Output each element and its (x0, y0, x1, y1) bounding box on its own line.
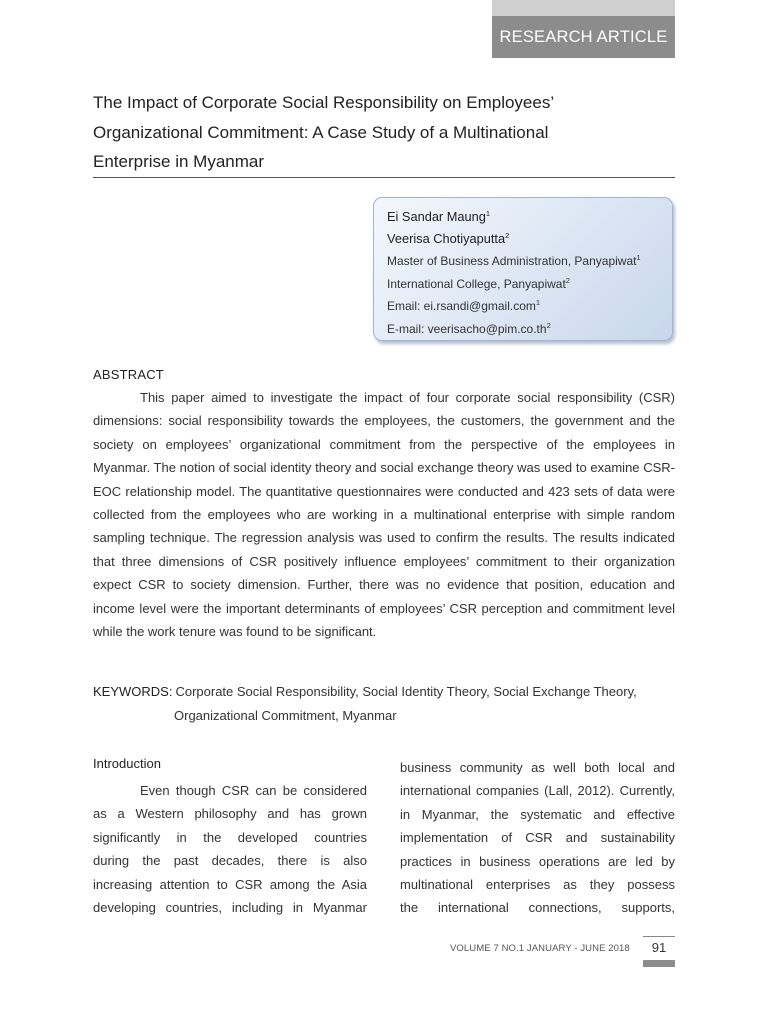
keywords-line: Corporate Social Responsibility, Social Identity Theory, Social Exchange Theory, (175, 684, 637, 699)
body-line: as a Western philosophy and has grown (93, 806, 367, 822)
journal-volume-footer: VOLUME 7 NO.1 JANUARY - JUNE 2018 (450, 943, 630, 954)
abstract-text: This paper aimed to investigate the impact of four corporate social responsibility (CSR) dimensions: social responsibility towards the employees, the customers, the government and the society on employees’ organizational commitment from the perspective of the employees in Myanmar. The notion of social identity theory and social exchange theory was used to examine CSR-EOC relationship model. The quantitative questionnaires were conducted and 423 sets of data were collected from the employees who are working in a multinational enterprise with simple random sampling technique. The regression analysis was used to confirm the results. The results indicated that three dimensions of CSR positively influence employees’ commitment to their organization expect CSR to society dimension. Further, there was no evidence that position, education and income level were the important determinants of employees’ CSR perception and commitment level while the work tenure was found to be significant. (93, 390, 675, 640)
title-line: Enterprise in Myanmar (93, 152, 265, 171)
body-line: business community as well both local and (400, 760, 675, 775)
author-email: E-mail: $veerisacho@pim.co.th^2$ (387, 320, 551, 336)
title-line: Organizational Commitment: A Case Study of a Multinational (93, 122, 549, 142)
page-number: 91 (643, 936, 675, 955)
introduction-heading: Introduction (93, 756, 161, 771)
author-name: Ei Sandar Maung$^1$ (387, 209, 491, 224)
body-line: multinational enterprises as they possess (400, 877, 675, 893)
title-divider (93, 177, 675, 178)
keywords (93, 680, 683, 728)
body-line: increasing attention to CSR among the Asia (93, 876, 367, 892)
author-email: Email: ei.rsandi@gmail.com$^1$ (387, 298, 541, 313)
affiliation-line: International College, Panyapiwat$^2$ (387, 275, 570, 291)
article-type-badge: RESEARCH ARTICLE (492, 16, 675, 58)
body-line: implementation of CSR and sustainability (400, 830, 675, 846)
body-line: Even though CSR can be considered (140, 783, 367, 798)
introduction-right-column (400, 756, 675, 920)
body-line: developing countries, including in Myanmar (93, 900, 367, 916)
body-line: the international connections, supports, (400, 900, 675, 916)
author-info-box (373, 197, 673, 341)
introduction-left-column (93, 779, 367, 919)
body-line: in Myanmar, the systematic and effective (400, 806, 675, 822)
body-line: practices in business operations are led by (400, 853, 675, 869)
paper-title (93, 88, 675, 177)
body-line: international companies (Lall, 2012). Currently, (400, 783, 675, 799)
author-name: Veerisa Chotiyaputta$^2$ (387, 231, 510, 246)
page-number-bar (643, 960, 675, 967)
abstract-heading: ABSTRACT (93, 367, 164, 382)
keywords-line: Organizational Commitment, Myanmar (174, 708, 397, 723)
body-line: significantly in the developed countries (93, 829, 367, 845)
title-line: The Impact of Corporate Social Responsibility on Employees’ (93, 93, 555, 112)
keywords-label: KEYWORDS: (93, 684, 173, 699)
header-badge-top-band (492, 0, 675, 16)
affiliation-line: Master of Business Administration, Panyapiwat$^1$ (387, 253, 641, 268)
body-line: during the past decades, there is also (93, 853, 367, 869)
